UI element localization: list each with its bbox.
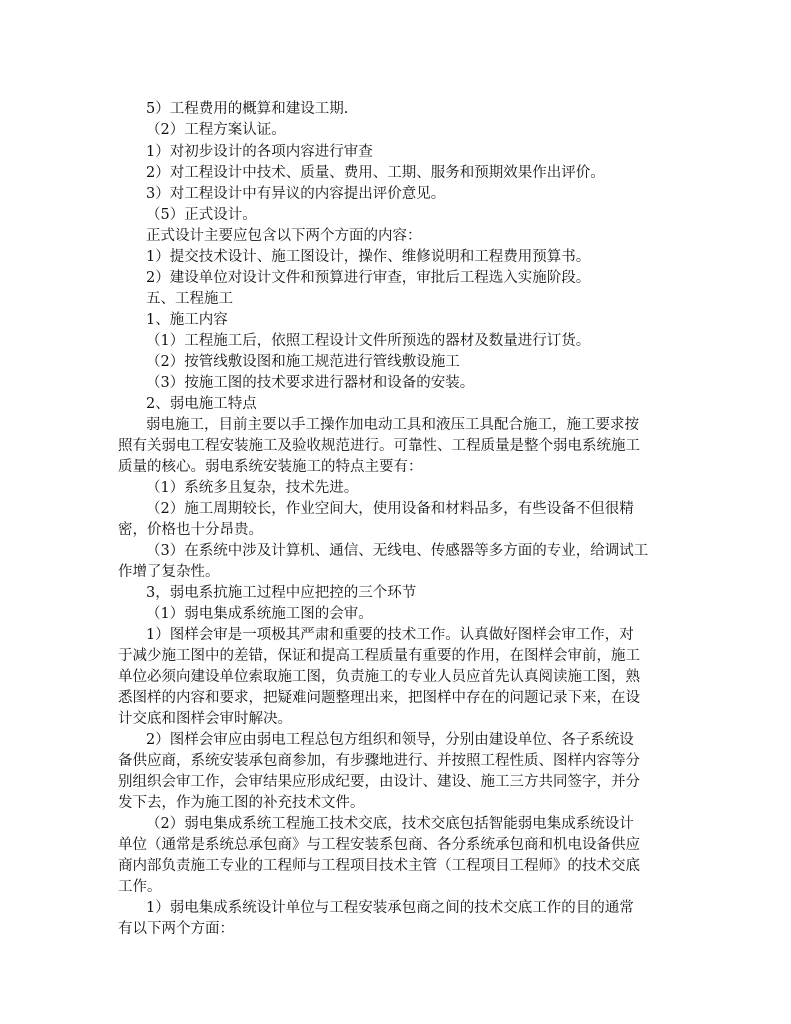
text-line: （2）工程方案认证。 — [146, 122, 286, 138]
text-line: 单位（通常是系统总承包商》与工程安装系包商、各分系统承包商和机电设备供应 — [118, 837, 640, 853]
text-line: 1）提交技术设计、施工图设计，操作、维修说明和工程费用预算书。 — [146, 249, 591, 265]
text-line: （2）施工周期较长，作业空间大，使用设备和材料品多，有些设备不但很精 — [146, 501, 634, 517]
text-line: 2）建设单位对设计文件和预算进行审查，审批后工程选入实施阶段。 — [146, 270, 591, 286]
text-line: （2）弱电集成系统工程施工技术交底，技术交底包括智能弱电集成系统设计 — [146, 816, 634, 832]
subsection-heading: 3，弱电系抗施工过程中应把控的三个环节 — [146, 585, 417, 601]
text-line: 工作。 — [118, 879, 162, 895]
text-line: 于减少施工图中的差错，保证和提高工程质量有重要的作用，在图样会审前，施工 — [118, 648, 640, 664]
text-line: 1）图样会审是一项极其严肃和重要的技术工作。认真做好图样会审工作，对 — [146, 627, 634, 643]
text-line: 质量的核心。弱电系统安装施工的特点主要有： — [118, 459, 423, 475]
text-line: 密，价格也十分昂贵。 — [118, 522, 263, 538]
text-line: （1）工程施工后，依照工程设计文件所预选的器材及数量进行订货。 — [146, 333, 591, 349]
text-line: 弱电施工，目前主要以手工操作加电动工具和液压工具配合施工，施工要求按 — [146, 417, 639, 433]
text-line: 发下去，作为施工图的补充技术文件。 — [118, 795, 365, 811]
text-line: 计交底和图样会审时解决。 — [118, 711, 292, 727]
subsection-heading: 1、施工内容 — [146, 312, 228, 328]
subsection-heading: 2、弱电施工特点 — [146, 396, 257, 412]
text-line: 作增了复杂性。 — [118, 564, 220, 580]
text-line: 悉图样的内容和要求，把疑难问题整理出来，把图样中存在的问题记录下来，在设 — [118, 690, 640, 706]
text-line: 单位必须向建设单位索取施工图，负责施工的专业人员应首先认真阅读施工图，熟 — [118, 669, 640, 685]
text-line: （5）正式设计。 — [146, 207, 257, 223]
text-line: （1）系统多且复杂，技术先进。 — [146, 480, 359, 496]
text-line: 有以下两个方面： — [118, 921, 234, 937]
text-line: 照有关弱电工程安装施工及验收规范进行。可靠性、工程质量是整个弱电系统施工 — [118, 438, 640, 454]
text-line: 5）工程费用的概算和建设工期. — [146, 101, 349, 117]
text-line: 1）对初步设计的各项内容进行审查 — [146, 144, 373, 160]
text-line: 正式设计主要应包含以下两个方面的内容： — [146, 228, 422, 244]
text-line: 2）图样会审应由弱电工程总包方组织和领导，分别由建设单位、各子系统设 — [146, 732, 634, 748]
text-line: 别组织会审工作，会审结果应形成纪要，由设计、建设、施工三方共同签字，并分 — [118, 774, 640, 790]
text-line: （1）弱电集成系统施工图的会审。 — [146, 606, 373, 622]
section-heading: 五、工程施工 — [146, 291, 233, 307]
text-line: 商内部负责施工专业的工程师与工程项目技术主管（工程项目工程师》的技术交底 — [118, 858, 640, 874]
text-line: 3）对工程设计中有异议的内容提出评价意见。 — [146, 186, 446, 202]
text-line: 1）弱电集成系统设计单位与工程安装承包商之间的技术交底工作的目的通常 — [146, 900, 634, 916]
text-line: 备供应商，系统安装承包商参加，有步骤地进行、并按照工程性质、图样内容等分 — [118, 753, 640, 769]
text-line: 2）对工程设计中技术、质量、费用、工期、服务和预期效果作出评价。 — [146, 165, 605, 181]
text-line: （3）按施工图的技术要求进行器材和设备的安装。 — [146, 375, 475, 391]
text-line: （3）在系统中涉及计算机、通信、无线电、传感器等多方面的专业，给调试工 — [146, 543, 649, 559]
text-line: （2）按管线敷设图和施工规范进行管线敷设施工 — [146, 354, 460, 370]
